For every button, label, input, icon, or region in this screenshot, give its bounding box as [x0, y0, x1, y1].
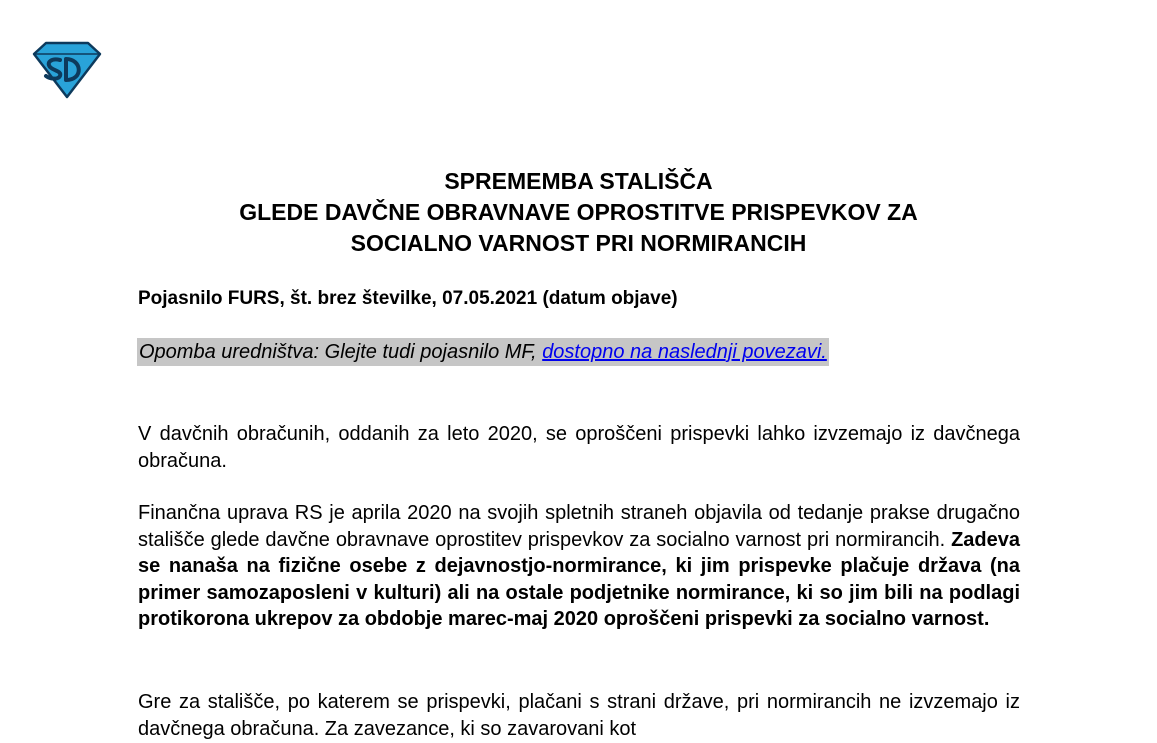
paragraph-1: V davčnih obračunih, oddanih za leto 2020, se oproščeni prispevki lahko izvzemajo iz davčnega obračuna. [138, 423, 1020, 472]
editor-note [137, 338, 829, 366]
paragraph-3: Gre za stališče, po katerem se prispevki, plačani s strani države, pri normirancih ne izvzemajo iz davčnega obračuna. Za zavezance, ki so zavarovani kot [138, 691, 1020, 740]
company-logo-icon [30, 40, 104, 100]
document-title [0, 166, 1157, 259]
paragraph-2 [138, 500, 1020, 633]
source-line: Pojasnilo FURS, št. brez številke, 07.05.2021 (datum objave) [138, 288, 678, 309]
title-line: SPREMEMBA STALIŠČA [444, 168, 713, 194]
title-line: SOCIALNO VARNOST PRI NORMIRANCIH [350, 230, 807, 256]
editor-note-text: Opomba uredništva: Glejte tudi pojasnilo MF, [139, 341, 543, 363]
editor-note-link[interactable]: dostopno na naslednji povezavi. [542, 341, 827, 363]
paragraph-2-text: Finančna uprava RS je aprila 2020 na svojih spletnih straneh objavila od tedanje prakse drugačno stališče glede davčne obravnave oprostitev prispevkov za socialno varnost pri normirancih. [138, 502, 1020, 551]
paragraph-2-bold-text: Zadeva se nanaša na fizične osebe z dejavnostjo-normirance, ki jim prispevke plačuje država (na primer samozaposleni v kulturi) ali na ostale podjetnike normirance, ki so jim bili na podlagi protikorona ukrepov za obdobje marec-maj 2020 oproščeni prispevki za socialno varnost. [138, 528, 1020, 630]
title-line: GLEDE DAVČNE OBRAVNAVE OPROSTITVE PRISPEVKOV ZA [239, 199, 918, 225]
